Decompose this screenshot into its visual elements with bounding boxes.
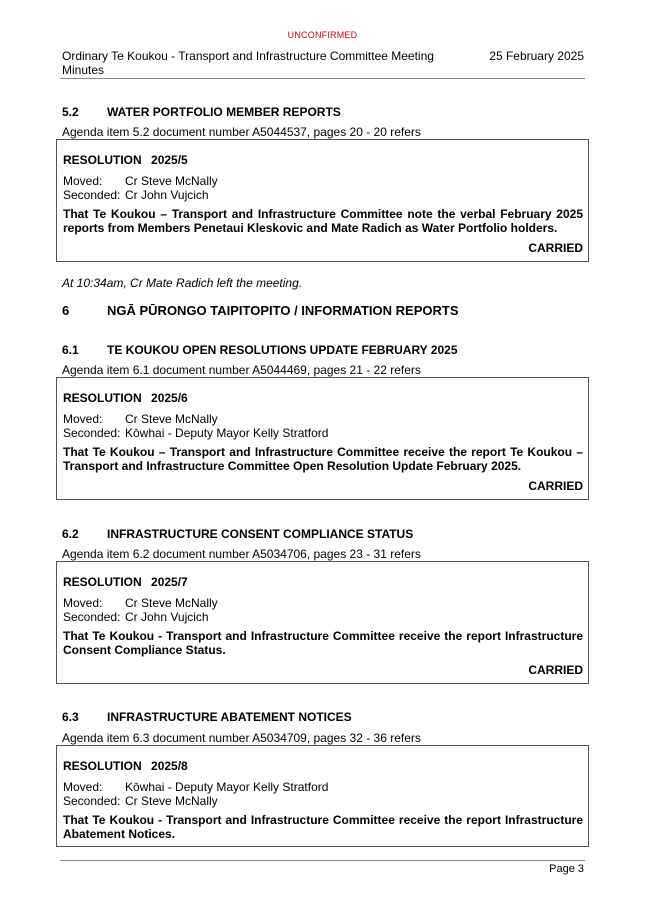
seconded-row: Seconded: Cr John Vujcich (63, 610, 209, 624)
resolution-text: That Te Koukou – Transport and Infrastructure Committee receive the report Te Koukou – Transport and Infrastructure Committee Open Resolution Update February 2025. (63, 445, 583, 473)
section-title: INFRASTRUCTURE CONSENT COMPLIANCE STATUS (107, 527, 414, 541)
moved-row: Moved: Kōwhai - Deputy Mayor Kelly Stratford (63, 780, 329, 794)
header-divider (60, 78, 585, 79)
section-heading-6 (62, 303, 582, 320)
resolution-id: 2025/7 (151, 575, 188, 589)
moved-row: Moved: Cr Steve McNally (63, 412, 218, 426)
moved-row: Moved: Cr Steve McNally (63, 174, 218, 188)
resolution-text: That Te Koukou - Transport and Infrastructure Committee receive the report Infrastructure Consent Compliance Status. (63, 629, 583, 657)
mover-name: Cr Steve McNally (125, 412, 218, 426)
moved-row: Moved: Cr Steve McNally (63, 596, 218, 610)
resolution-text: That Te Koukou - Transport and Infrastructure Committee receive the report Infrastructure Abatement Notices. (63, 813, 583, 841)
section-title: TE KOUKOU OPEN RESOLUTIONS UPDATE FEBRUARY 2025 (107, 343, 458, 357)
resolution-box-2025-5 (56, 139, 589, 262)
resolution-text: That Te Koukou – Transport and Infrastructure Committee note the verbal February 2025 reports from Members Penetaui Kleskovic and Mate Radich as Water Portfolio holders. (63, 207, 583, 235)
section-title: INFRASTRUCTURE ABATEMENT NOTICES (107, 710, 352, 724)
resolution-title: RESOLUTION 2025/6 (63, 391, 188, 405)
resolution-box-2025-6 (56, 377, 589, 500)
agenda-reference-6-1: Agenda item 6.1 document number A5044469, pages 21 - 22 refers (62, 363, 421, 377)
resolution-outcome: CARRIED (528, 241, 583, 255)
resolution-outcome: CARRIED (528, 663, 583, 677)
resolution-id: 2025/6 (151, 391, 188, 405)
section-number: 6.3 (62, 710, 79, 724)
seconder-name: Kōwhai - Deputy Mayor Kelly Stratford (125, 426, 329, 440)
resolution-box-2025-7 (56, 561, 589, 684)
section-title: NGĀ PŪRONGO TAIPITOPITO / INFORMATION REPORTS (107, 303, 459, 318)
meeting-date: 25 February 2025 (489, 49, 584, 63)
resolution-title: RESOLUTION 2025/8 (63, 759, 188, 773)
agenda-reference-6-3: Agenda item 6.3 document number A5034709, pages 32 - 36 refers (62, 731, 421, 745)
mover-name: Kōwhai - Deputy Mayor Kelly Stratford (125, 780, 329, 794)
section-heading-5-2 (62, 105, 582, 121)
section-heading-6-2 (62, 527, 582, 543)
seconded-row: Seconded: Kōwhai - Deputy Mayor Kelly Stratford (63, 426, 329, 440)
agenda-reference-6-2: Agenda item 6.2 document number A5034706, pages 23 - 31 refers (62, 547, 421, 561)
page-number: Page 3 (549, 863, 584, 875)
resolution-outcome: CARRIED (528, 479, 583, 493)
section-number: 6 (62, 303, 70, 318)
mover-name: Cr Steve McNally (125, 596, 218, 610)
seconded-row: Seconded: Cr Steve McNally (63, 794, 218, 808)
section-title: WATER PORTFOLIO MEMBER REPORTS (107, 105, 341, 119)
section-number: 6.1 (62, 343, 79, 357)
seconder-name: Cr John Vujcich (125, 188, 209, 202)
unconfirmed-status: UNCONFIRMED (287, 30, 358, 40)
section-heading-6-1 (62, 343, 582, 359)
seconder-name: Cr Steve McNally (125, 794, 218, 808)
resolution-id: 2025/8 (151, 759, 188, 773)
resolution-box-2025-8 (56, 745, 589, 847)
mover-name: Cr Steve McNally (125, 174, 218, 188)
section-number: 5.2 (62, 105, 79, 119)
footer-divider (60, 860, 585, 861)
seconder-name: Cr John Vujcich (125, 610, 209, 624)
section-heading-6-3 (62, 710, 582, 726)
resolution-id: 2025/5 (151, 153, 188, 167)
section-number: 6.2 (62, 527, 79, 541)
resolution-title: RESOLUTION 2025/7 (63, 575, 188, 589)
meeting-note: At 10:34am, Cr Mate Radich left the meeting. (62, 276, 303, 290)
seconded-row: Seconded: Cr John Vujcich (63, 188, 209, 202)
resolution-title: RESOLUTION 2025/5 (63, 153, 188, 167)
agenda-reference-5-2: Agenda item 5.2 document number A5044537, pages 20 - 20 refers (62, 125, 421, 139)
document-title: Ordinary Te Koukou - Transport and Infrastructure Committee Meeting Minutes (62, 49, 434, 77)
